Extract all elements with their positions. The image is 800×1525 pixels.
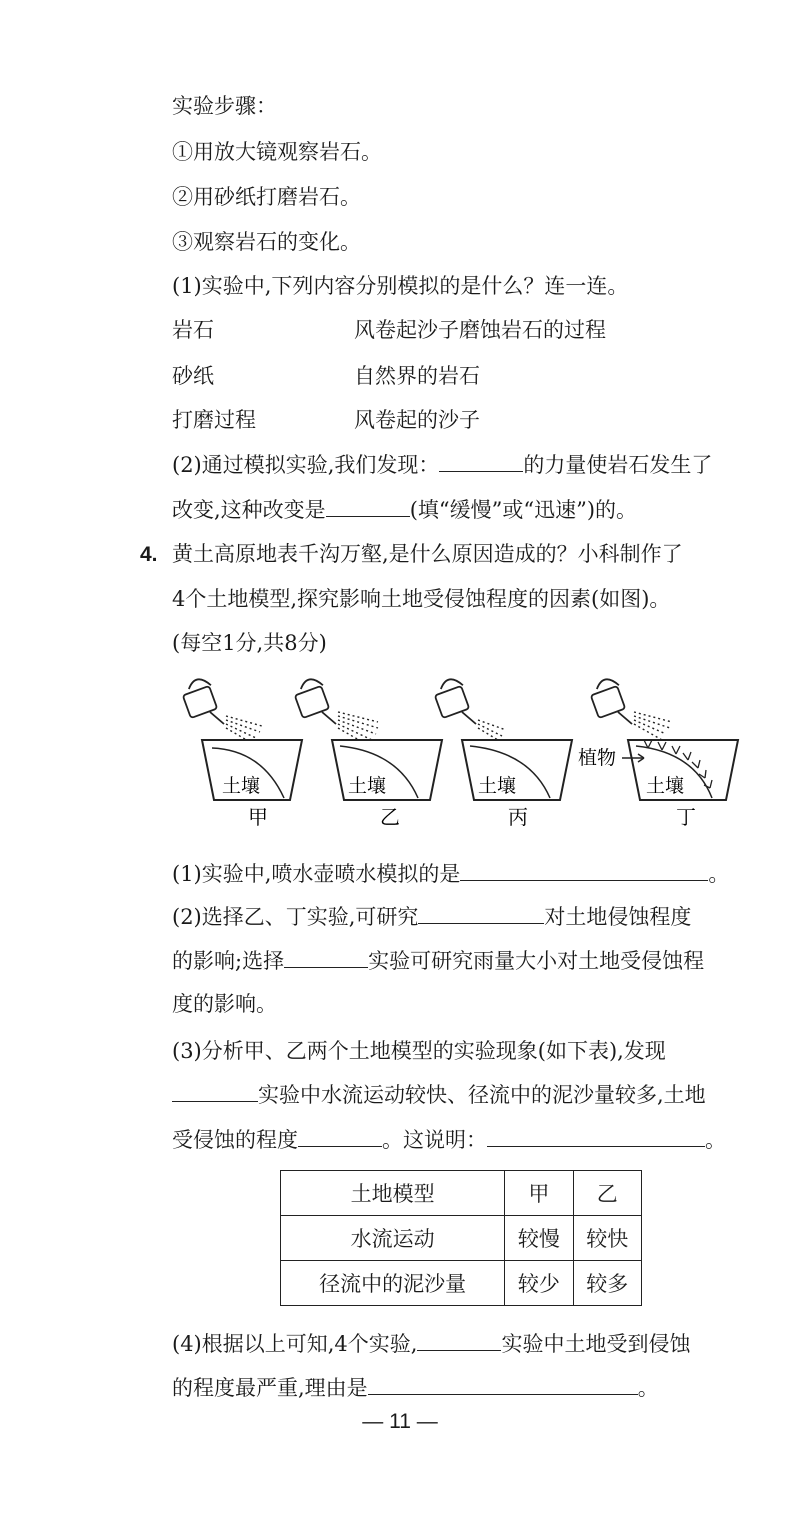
- table-cell: 较少: [505, 1261, 573, 1306]
- soil-models-figure: [0, 672, 800, 842]
- table-cell: 较慢: [505, 1216, 573, 1261]
- answer-blank-simulation[interactable]: [460, 860, 708, 881]
- watering-can-icon: [591, 676, 632, 724]
- table-cell: 较快: [573, 1216, 641, 1261]
- answer-blank-most-eroded[interactable]: [417, 1330, 501, 1351]
- step-item-1: ①用放大镜观察岩石。: [172, 140, 382, 164]
- answer-blank-speed[interactable]: [326, 496, 410, 517]
- q3-part2-text-d: (填“缓慢”或“迅速”)的。: [409, 498, 638, 522]
- q4-part2-text-a: (2)选择乙、丁实验,可研究: [172, 905, 419, 929]
- q3-part2-text-b: 的力量使岩石发生了: [523, 453, 713, 477]
- q3-part2-text-a: (2)通过模拟实验,我们发现：: [172, 453, 440, 477]
- q4-part3-text-b: 实验中水流运动较快、径流中的泥沙量较多,土地: [258, 1083, 706, 1107]
- answer-blank-factor[interactable]: [418, 903, 544, 924]
- q4-part3-line1: (3)分析甲、乙两个土地模型的实验现象(如下表),发现: [172, 1039, 666, 1063]
- match-left-3[interactable]: 打磨过程: [172, 408, 256, 432]
- q4-part4-line1: [172, 1330, 690, 1358]
- q4-part4-line2: [172, 1374, 659, 1402]
- table-header-cell: 土地模型: [281, 1171, 505, 1216]
- q4-part2-text-b: 对土地侵蚀程度: [544, 905, 692, 929]
- table-cell: 较多: [573, 1261, 641, 1306]
- q4-part3-line3: [172, 1126, 726, 1154]
- q4-part2-line1: [172, 903, 691, 931]
- table-header-cell: 甲: [505, 1171, 573, 1216]
- plant-label: 植物: [578, 747, 617, 769]
- table-row: [281, 1216, 642, 1261]
- step-item-2: ②用砂纸打磨岩石。: [172, 185, 361, 209]
- page-number: — 11 —: [362, 1410, 438, 1433]
- water-spray-icon: [478, 720, 506, 740]
- model-label-jia: 甲: [248, 805, 268, 829]
- q3-part2-line1: [172, 451, 712, 479]
- match-right-1[interactable]: 风卷起沙子磨蚀岩石的过程: [354, 318, 606, 342]
- q3-part2-line2: [172, 496, 637, 524]
- q3-part1-text: (1)实验中,下列内容分别模拟的是什么？连一连。: [172, 274, 629, 298]
- soil-label-ding: 土壤: [646, 775, 685, 797]
- q4-part3-text-c: 受侵蚀的程度: [172, 1128, 298, 1152]
- steps-heading: 实验步骤：: [172, 94, 277, 118]
- water-spray-icon: [226, 716, 262, 742]
- match-left-2[interactable]: 砂纸: [172, 364, 214, 388]
- answer-blank-erosion-degree[interactable]: [298, 1126, 382, 1147]
- table-cell: 水流运动: [281, 1216, 505, 1261]
- period-mark: 。: [705, 1128, 726, 1152]
- soil-label-jia: 土壤: [222, 775, 261, 797]
- model-label-ding: 丁: [676, 805, 696, 829]
- match-left-1[interactable]: 岩石: [172, 318, 214, 342]
- answer-blank-reason[interactable]: [368, 1374, 638, 1395]
- period-mark: 。: [708, 862, 730, 886]
- q4-number: 4.: [140, 543, 158, 566]
- step-item-3: ③观察岩石的变化。: [172, 230, 361, 254]
- table-cell: 径流中的泥沙量: [281, 1261, 505, 1306]
- watering-can-icon: [295, 676, 336, 724]
- model-label-yi: 乙: [380, 805, 400, 829]
- period-mark: 。: [637, 1376, 659, 1400]
- q4-part3-line2: [172, 1081, 706, 1109]
- watering-can-icon: [183, 676, 224, 724]
- q4-line1: 黄土高原地表千沟万壑,是什么原因造成的？小科制作了: [172, 542, 683, 566]
- q4-part4-text-c: 的程度最严重,理由是: [172, 1376, 368, 1400]
- answer-blank-faster-model[interactable]: [172, 1081, 258, 1102]
- soil-label-yi: 土壤: [348, 775, 387, 797]
- q4-part2-line2: [172, 947, 704, 975]
- q4-part3-text-d: 。这说明：: [382, 1128, 487, 1152]
- q4-part4-text-b: 实验中土地受到侵蚀: [501, 1332, 691, 1356]
- q4-part1-text: (1)实验中,喷水壶喷水模拟的是: [172, 862, 461, 886]
- match-right-2[interactable]: 自然界的岩石: [354, 364, 480, 388]
- table-header-row: [281, 1171, 642, 1216]
- q4-part2-text-d: 实验可研究雨量大小对土地受侵蚀程: [368, 949, 705, 973]
- q4-part4-text-a: (4)根据以上可知,4个实验,: [172, 1332, 418, 1356]
- soil-label-bing: 土壤: [478, 775, 517, 797]
- model-label-bing: 丙: [508, 805, 528, 829]
- match-right-3[interactable]: 风卷起的沙子: [354, 408, 480, 432]
- q4-part2-text-c: 的影响;选择: [172, 949, 285, 973]
- q4-part2-line3: 度的影响。: [172, 992, 277, 1016]
- water-spray-icon: [634, 712, 672, 740]
- table-header-cell: 乙: [573, 1171, 641, 1216]
- watering-can-icon: [435, 676, 476, 724]
- q4-part1-line: [172, 860, 729, 888]
- q4-line2: 4个土地模型,探究影响土地受侵蚀程度的因素(如图)。: [172, 587, 671, 611]
- q4-score-note: (每空1分,共8分): [172, 631, 327, 655]
- experiment-results-table: [280, 1170, 642, 1306]
- q3-part2-text-c: 改变,这种改变是: [172, 498, 326, 522]
- answer-blank-conclusion[interactable]: [487, 1126, 705, 1147]
- answer-blank-force[interactable]: [439, 451, 523, 472]
- table-row: [281, 1261, 642, 1306]
- answer-blank-rainfall-models[interactable]: [284, 947, 368, 968]
